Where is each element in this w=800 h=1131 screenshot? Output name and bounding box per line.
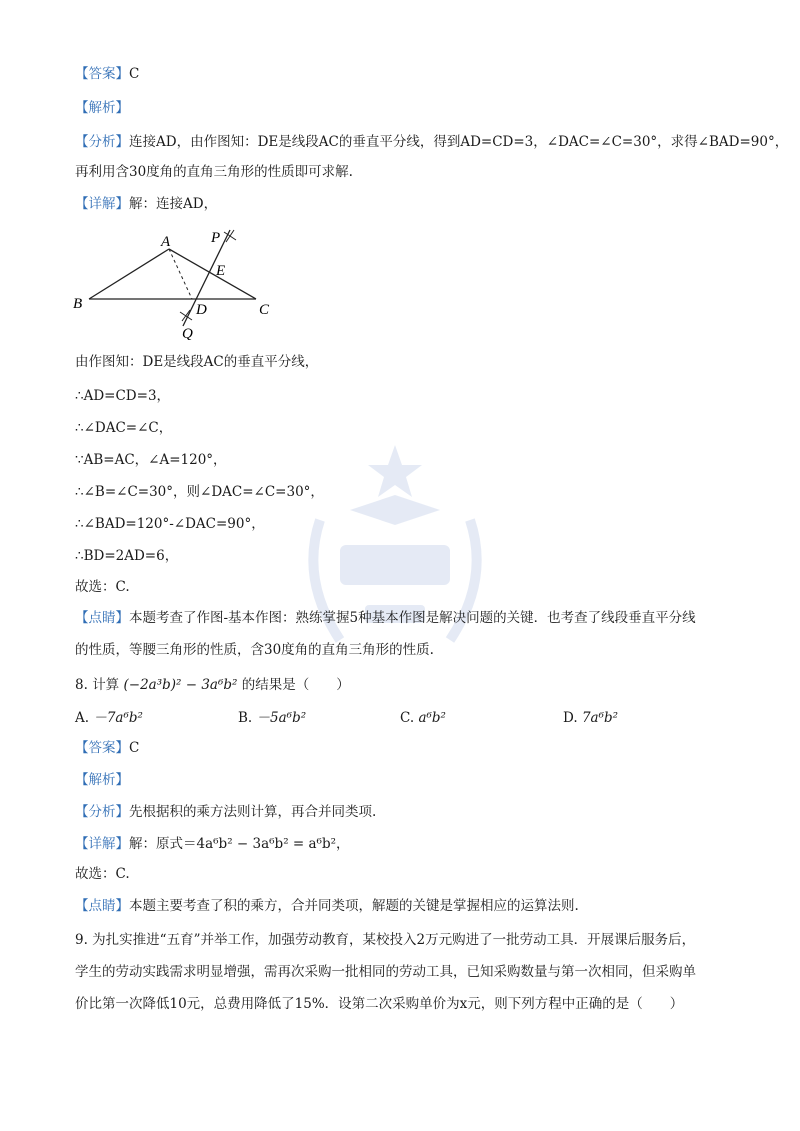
q8-choice: 故选：C. xyxy=(75,866,130,882)
step-7: ∴BD=2AD=6， xyxy=(75,548,179,564)
detail-tag: 【详解】 xyxy=(75,836,129,852)
analysis-tag: 【分析】 xyxy=(75,804,129,820)
detail-text: 解：原式＝4a⁶b² − 3a⁶b² = a⁶b²， xyxy=(129,836,350,852)
analysis-text: 连接AD，由作图知：DE是线段AC的垂直平分线，得到AD=CD=3，∠DAC=∠C=30°，求得∠BAD=90°， xyxy=(129,134,789,150)
step-6: ∴∠BAD=120°-∠DAC=90°， xyxy=(75,516,265,532)
analysis-heading-q7: 【解析】 xyxy=(75,100,129,116)
option-label: C. xyxy=(400,710,415,726)
answer-value: C xyxy=(129,740,140,756)
label-e: E xyxy=(216,263,226,279)
q7-analysis-line2: 再利用含30度角的直角三角形的性质即可求解. xyxy=(75,164,353,180)
q9-line1: 9. 为扎实推进“五育”并举工作，加强劳动教育，某校投入2万元购进了一批劳动工具．开展课后服务后， xyxy=(75,932,696,948)
q7-detail-line xyxy=(75,194,217,214)
option-label: B. xyxy=(238,710,253,726)
q8-detail-line xyxy=(75,834,350,854)
label-p: P xyxy=(211,230,221,246)
q7-analysis-line1 xyxy=(75,132,788,152)
option-value: －7a⁶b² xyxy=(93,710,143,726)
label-d: D xyxy=(196,302,207,318)
analysis-heading-q8: 【解析】 xyxy=(75,772,129,788)
q8-number: 8. xyxy=(75,677,88,693)
triangle-figure xyxy=(70,222,290,340)
watermark-logo xyxy=(290,440,500,670)
comment-text: 本题考查了作图-基本作图：熟练掌握5种基本作图是解决问题的关键．也考查了线段垂直平分线 xyxy=(129,610,696,626)
q8-suffix: 的结果是（ ） xyxy=(241,677,350,693)
step-3: ∴∠DAC=∠C， xyxy=(75,420,173,436)
option-value: －5a⁶b² xyxy=(256,710,307,726)
comment-text: 本题主要考查了积的乘方，合并同类项，解题的关键是掌握相应的运算法则. xyxy=(129,898,579,914)
step-5: ∴∠B=∠C=30°，则∠DAC=∠C=30°， xyxy=(75,484,324,500)
label-c: C xyxy=(259,302,270,318)
comment-tag: 【点睛】 xyxy=(75,610,129,626)
answer-line-q7 xyxy=(75,64,139,84)
q8-option-d xyxy=(563,708,618,728)
detail-tag: 【详解】 xyxy=(75,196,129,212)
detail-text: 解：连接AD， xyxy=(129,196,218,212)
q8-option-a xyxy=(75,708,143,728)
answer-value: C xyxy=(129,66,140,82)
option-label: D. xyxy=(563,710,578,726)
q8-analysis-line xyxy=(75,802,376,822)
option-value: a⁶b² xyxy=(418,710,446,726)
step-2: ∴AD=CD=3， xyxy=(75,388,171,404)
comment-tag: 【点睛】 xyxy=(75,898,129,914)
answer-tag: 【答案】 xyxy=(75,66,129,82)
analysis-tag: 【分析】 xyxy=(75,134,129,150)
q8-option-b xyxy=(238,708,306,728)
q8-expression: (−2a³b)² − 3a⁶b² xyxy=(123,677,238,693)
option-label: A. xyxy=(75,710,90,726)
step-1: 由作图知：DE是线段AC的垂直平分线， xyxy=(75,354,319,370)
q7-comment-line1 xyxy=(75,608,696,628)
analysis-text: 先根据积的乘方法则计算，再合并同类项. xyxy=(129,804,377,820)
q9-line2: 学生的劳动实践需求明显增强，需再次采购一批相同的劳动工具，已知采购数量与第一次相同，但采购单 xyxy=(75,964,696,980)
answer-tag: 【答案】 xyxy=(75,740,129,756)
step-4: ∵AB=AC，∠A=120°， xyxy=(75,452,227,468)
q8-prefix: 计算 xyxy=(92,677,120,693)
label-b: B xyxy=(73,296,83,312)
q8-option-c xyxy=(400,708,446,728)
q8-comment-line xyxy=(75,896,579,916)
option-value: 7a⁶b² xyxy=(581,710,619,726)
q9-line3: 价比第一次降低10元，总费用降低了15%．设第二次采购单价为x元，则下列方程中正确的是（ ） xyxy=(75,996,684,1012)
label-a: A xyxy=(161,234,171,250)
step-8: 故选：C. xyxy=(75,579,130,595)
q8-stem xyxy=(75,675,350,695)
q7-comment-line2: 的性质，等腰三角形的性质，含30度角的直角三角形的性质. xyxy=(75,642,434,658)
answer-line-q8 xyxy=(75,738,139,758)
label-q: Q xyxy=(182,326,193,340)
